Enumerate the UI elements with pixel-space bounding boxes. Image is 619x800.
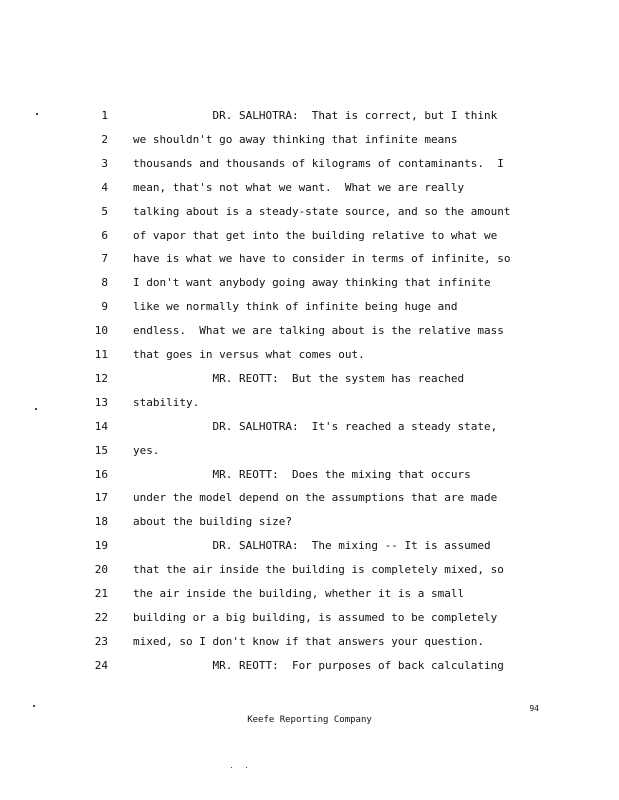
line-text: we shouldn't go away thinking that infinite means [133,132,458,146]
scan-speck [36,113,38,115]
line-number: 24 [94,658,108,672]
transcript-line [0,587,619,611]
transcript-line [0,611,619,635]
line-text: that the air inside the building is completely mixed, so [133,563,504,577]
line-number: 13 [94,395,108,409]
transcript-line [0,420,619,444]
line-text: the air inside the building, whether it is a small [133,587,465,600]
transcript-line [0,563,619,587]
scan-speck [231,767,232,768]
transcript-line [0,468,619,492]
line-text: DR. SALHOTRA: That is correct, but I think [133,109,498,122]
line-number: 11 [94,348,108,361]
page-number: 94 [529,704,539,713]
line-number: 21 [94,587,108,600]
transcript-line [0,229,619,253]
line-text: yes. [133,443,160,457]
line-number: 5 [101,204,108,218]
line-text: like we normally think of infinite being huge and [133,300,458,314]
line-number: 12 [94,371,108,385]
line-number: 23 [94,634,108,648]
transcript-line [0,276,619,300]
transcript-line [0,635,619,659]
line-text: have is what we have to consider in terms of infinite, so [133,252,511,266]
line-text: endless. What we are talking about is the relative mass [133,324,504,338]
line-text: mixed, so I don't know if that answers your question. [133,634,484,648]
line-number: 20 [94,563,108,577]
transcript-line [0,252,619,276]
line-number: 16 [94,467,108,481]
line-number: 14 [94,419,108,433]
transcript-line [0,109,619,133]
transcript-line [0,157,619,181]
line-number: 2 [101,132,108,146]
transcript-line [0,659,619,683]
line-number: 15 [94,443,108,457]
transcript-line [0,372,619,396]
transcript-line [0,205,619,229]
line-number: 19 [94,539,108,553]
transcript-line [0,348,619,372]
line-text: DR. SALHOTRA: It's reached a steady state, [133,419,498,433]
transcript-line [0,515,619,539]
line-number: 6 [101,228,108,242]
transcript-line [0,324,619,348]
line-text: I don't want anybody going away thinking that infinite [133,276,491,290]
line-text: talking about is a steady-state source, and so the amount [133,204,511,218]
line-text: MR. REOTT: But the system has reached [133,371,465,385]
line-number: 9 [101,300,108,314]
line-text: MR. REOTT: For purposes of back calculating [133,658,504,672]
transcript-line [0,133,619,157]
line-text: MR. REOTT: Does the mixing that occurs [133,467,471,481]
line-number: 4 [101,180,108,194]
line-text: thousands and thousands of kilograms of contaminants. I [133,156,504,170]
line-text: of vapor that get into the building relative to what we [133,228,498,242]
line-number: 10 [94,324,108,338]
line-text: building or a big building, is assumed to be completely [133,610,498,624]
scan-speck [35,408,37,410]
line-number: 7 [101,252,108,266]
reporter-footer: Keefe Reporting Company [247,715,372,725]
scan-speck [246,767,247,768]
transcript-line [0,539,619,563]
transcript-line [0,396,619,420]
transcript-line [0,181,619,205]
line-text: under the model depend on the assumptions that are made [133,491,498,505]
line-number: 8 [101,276,108,290]
scan-speck [33,705,35,707]
line-number: 1 [101,109,108,122]
line-text: about the building size? [133,515,292,529]
line-number: 18 [94,515,108,529]
line-text: mean, that's not what we want. What we are really [133,180,465,194]
line-number: 22 [94,610,108,624]
line-text: DR. SALHOTRA: The mixing -- It is assumed [133,539,491,553]
line-text: that goes in versus what comes out. [133,348,365,361]
transcript-line [0,300,619,324]
line-number: 17 [94,491,108,505]
transcript-line [0,444,619,468]
transcript-line [0,491,619,515]
line-text: stability. [133,395,200,409]
line-number: 3 [101,156,108,170]
